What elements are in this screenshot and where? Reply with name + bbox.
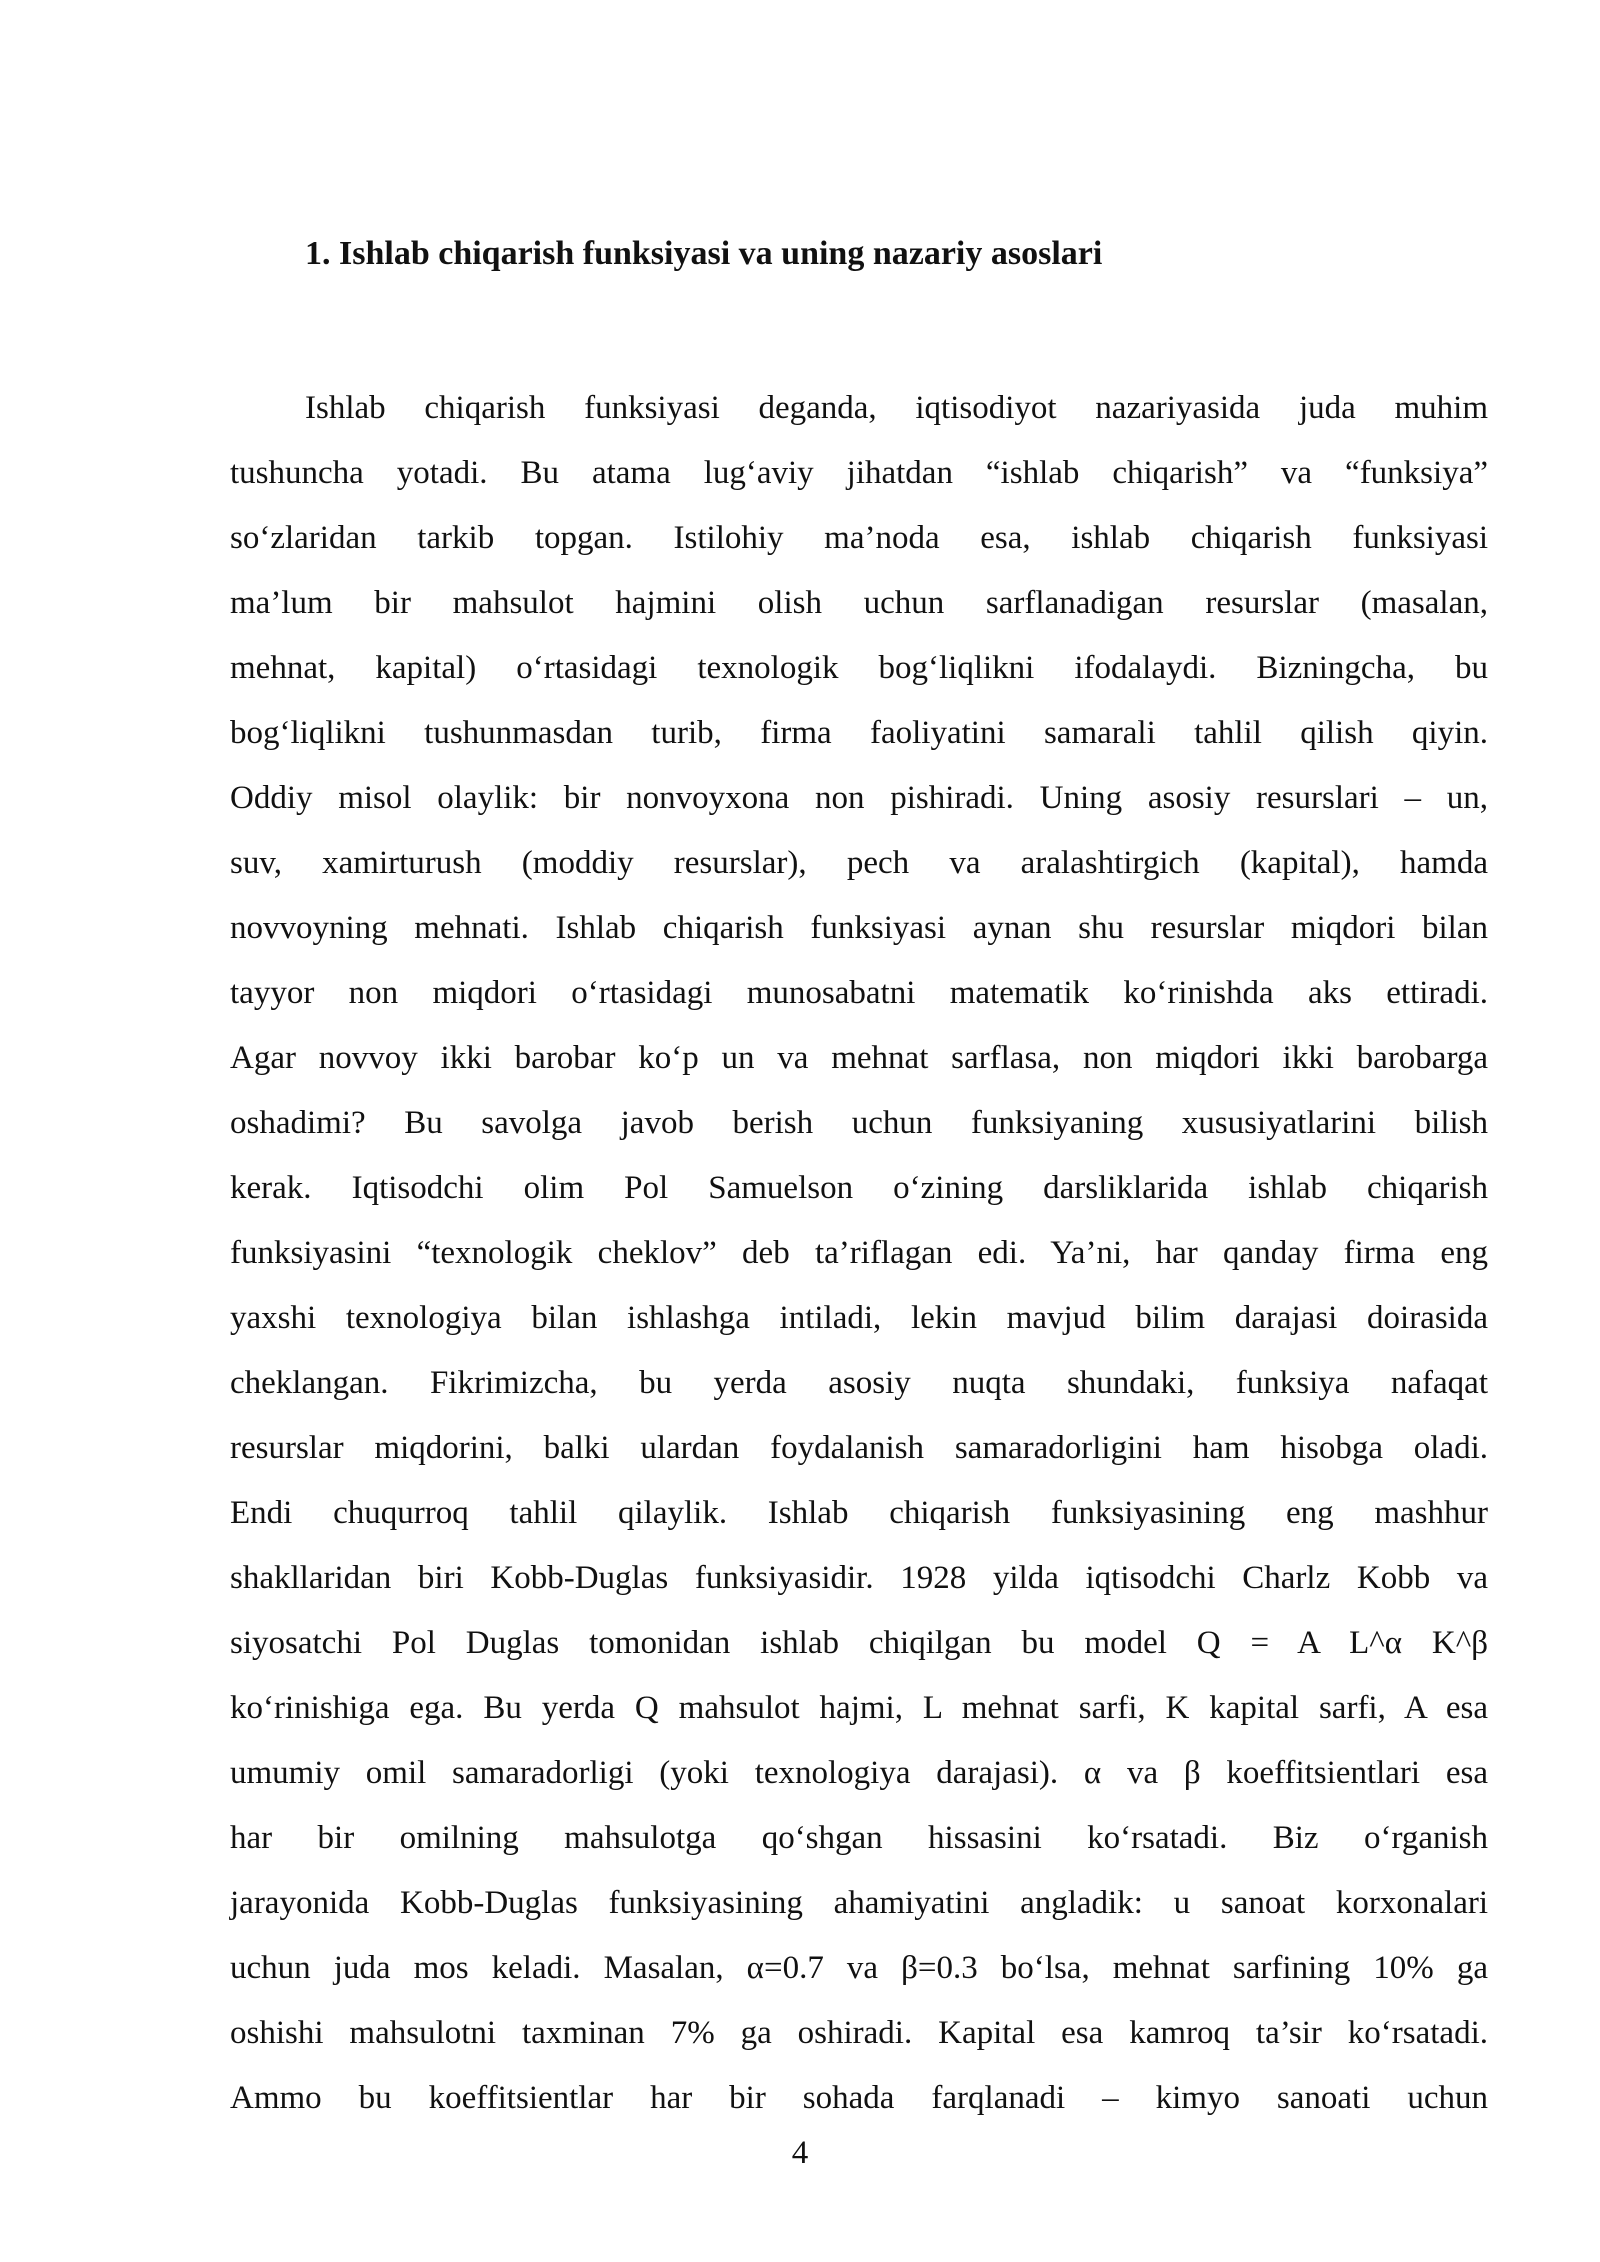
paragraph-line: oshishi mahsulotni taxminan 7% ga oshiradi. Kapital esa kamroq ta’sir ko‘rsatadi. — [230, 2015, 1488, 2051]
section-heading: 1. Ishlab chiqarish funksiyasi va uning nazariy asoslari — [305, 235, 1103, 272]
paragraph-line: tayyor non miqdori o‘rtasidagi munosabatni matematik ko‘rinishda aks ettiradi. — [230, 975, 1488, 1011]
paragraph-line: siyosatchi Pol Duglas tomonidan ishlab chiqilgan bu model Q = A L^α K^β — [230, 1625, 1488, 1661]
paragraph-line: suv, xamirturush (moddiy resurslar), pech va aralashtirgich (kapital), hamda — [230, 845, 1488, 881]
paragraph-line: Ammo bu koeffitsientlar har bir sohada farqlanadi – kimyo sanoati uchun — [230, 2080, 1488, 2116]
paragraph-line: jarayonida Kobb-Duglas funksiyasining ahamiyatini angladik: u sanoat korxonalari — [230, 1885, 1488, 1921]
paragraph-line: Ishlab chiqarish funksiyasi deganda, iqtisodiyot nazariyasida juda muhim — [305, 390, 1488, 426]
paragraph-line: oshadimi? Bu savolga javob berish uchun funksiyaning xususiyatlarini bilish — [230, 1105, 1488, 1141]
page-number: 4 — [791, 2135, 809, 2171]
body-paragraph — [230, 376, 1488, 2131]
paragraph-line: har bir omilning mahsulotga qo‘shgan hissasini ko‘rsatadi. Biz o‘rganish — [230, 1820, 1488, 1856]
paragraph-line: uchun juda mos keladi. Masalan, α=0.7 va β=0.3 bo‘lsa, mehnat sarfining 10% ga — [230, 1950, 1488, 1986]
paragraph-line: umumiy omil samaradorligi (yoki texnologiya darajasi). α va β koeffitsientlari esa — [230, 1755, 1488, 1791]
paragraph-line: tushuncha yotadi. Bu atama lug‘aviy jihatdan “ishlab chiqarish” va “funksiya” — [230, 455, 1488, 491]
paragraph-line: Agar novvoy ikki barobar ko‘p un va mehnat sarflasa, non miqdori ikki barobarga — [230, 1040, 1488, 1076]
paragraph-line: ma’lum bir mahsulot hajmini olish uchun sarflanadigan resurslar (masalan, — [230, 585, 1488, 621]
paragraph-line: ko‘rinishiga ega. Bu yerda Q mahsulot hajmi, L mehnat sarfi, K kapital sarfi, A esa — [230, 1690, 1488, 1726]
paragraph-line: funksiyasini “texnologik cheklov” deb ta’riflagan edi. Ya’ni, har qanday firma eng — [230, 1235, 1488, 1271]
paragraph-line: Endi chuqurroq tahlil qilaylik. Ishlab chiqarish funksiyasining eng mashhur — [230, 1495, 1488, 1531]
paragraph-line: kerak. Iqtisodchi olim Pol Samuelson o‘zining darsliklarida ishlab chiqarish — [230, 1170, 1488, 1206]
paragraph-line: novvoyning mehnati. Ishlab chiqarish funksiyasi aynan shu resurslar miqdori bilan — [230, 910, 1488, 946]
paragraph-line: so‘zlaridan tarkib topgan. Istilohiy ma’noda esa, ishlab chiqarish funksiyasi — [230, 520, 1488, 556]
paragraph-line: mehnat, kapital) o‘rtasidagi texnologik bog‘liqlikni ifodalaydi. Bizningcha, bu — [230, 650, 1488, 686]
paragraph-line: yaxshi texnologiya bilan ishlashga intiladi, lekin mavjud bilim darajasi doirasida — [230, 1300, 1488, 1336]
paragraph-line: shakllaridan biri Kobb-Duglas funksiyasidir. 1928 yilda iqtisodchi Charlz Kobb va — [230, 1560, 1488, 1596]
paragraph-line: resurslar miqdorini, balki ulardan foydalanish samaradorligini ham hisobga oladi. — [230, 1430, 1488, 1466]
paragraph-line: bog‘liqlikni tushunmasdan turib, firma faoliyatini samarali tahlil qilish qiyin. — [230, 715, 1488, 751]
paragraph-line: cheklangan. Fikrimizcha, bu yerda asosiy nuqta shundaki, funksiya nafaqat — [230, 1365, 1488, 1401]
paragraph-line: Oddiy misol olaylik: bir nonvoyxona non pishiradi. Uning asosiy resurslari – un, — [230, 780, 1488, 816]
